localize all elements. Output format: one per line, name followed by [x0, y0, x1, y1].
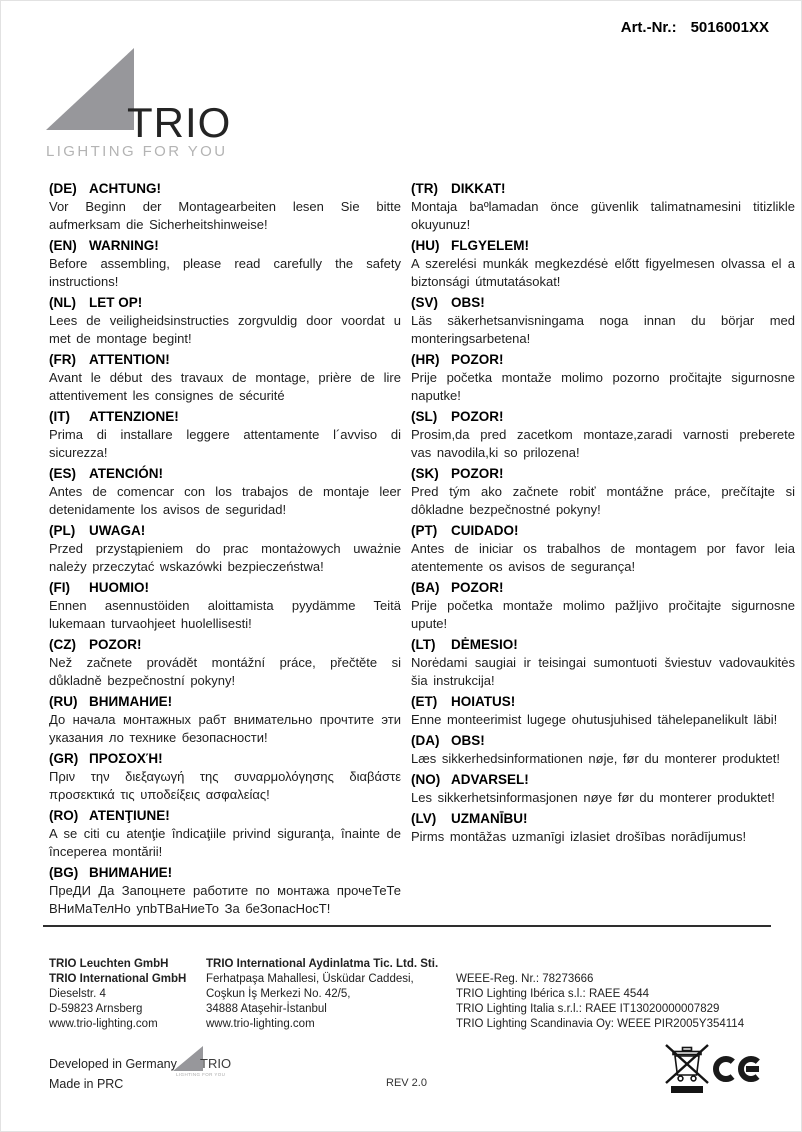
warning-text: Pirms montāžas uzmanīgi izlasiet drošības norādījumus! — [411, 829, 747, 844]
language-code: (BG) — [49, 865, 79, 880]
language-code: (HU) — [411, 238, 440, 253]
warning-text: ПреДИ Да Запоцнете работите по монтажа прочеТеТе ВНиМаТелНо упbТВаНиеТо За беЗопасНосТ! — [49, 883, 401, 916]
warning-heading — [49, 465, 401, 483]
warning-title: POZOR! — [451, 580, 504, 595]
footer-line: TRIO International GmbH — [49, 973, 187, 985]
language-code: (FR) — [49, 352, 76, 367]
footer-company-germany — [49, 957, 206, 1032]
language-code: (TR) — [411, 181, 438, 196]
warning-title: OBS! — [451, 295, 485, 310]
language-code: (CZ) — [49, 637, 76, 652]
warning-heading — [411, 408, 795, 426]
logo-triangle-icon — [173, 1046, 203, 1071]
warning-heading — [411, 693, 795, 711]
warning-block — [411, 693, 795, 729]
warning-heading — [411, 180, 795, 198]
warning-heading — [49, 237, 401, 255]
footer-line: www.trio-lighting.com — [49, 1018, 158, 1030]
language-code: (FI) — [49, 580, 70, 595]
warning-heading — [49, 180, 401, 198]
language-code: (EN) — [49, 238, 77, 253]
warning-text: Montaja baºlamadan önce güvenlik talimatnamesini titizlikle okuyunuz! — [411, 199, 795, 232]
footer-line: TRIO Leuchten GmbH — [49, 958, 169, 970]
warning-block — [411, 771, 795, 807]
warnings-column-left — [49, 180, 401, 921]
language-code: (IT) — [49, 409, 70, 424]
footer-line: TRIO International Aydinlatma Tic. Ltd. Sti. — [206, 958, 439, 970]
warning-title: ВНИМАНИЕ! — [89, 865, 173, 880]
footer-weee-registrations — [456, 957, 744, 1032]
warning-block — [411, 294, 795, 348]
footer-line: TRIO Lighting Scandinavia Oy: WEEE PIR2005Y354114 — [456, 1018, 745, 1030]
origin-note — [49, 1054, 177, 1094]
warning-block — [411, 810, 795, 846]
warning-block — [411, 408, 795, 462]
warning-block — [411, 351, 795, 405]
language-code: (NL) — [49, 295, 76, 310]
warning-block — [411, 465, 795, 519]
article-number-value: 5016001XX — [690, 19, 769, 36]
language-code: (LV) — [411, 811, 437, 826]
warning-title: ADVARSEL! — [451, 772, 529, 787]
warning-heading — [49, 807, 401, 825]
warning-heading — [411, 294, 795, 312]
footer — [49, 957, 793, 1032]
warning-text: Antes de iniciar os trabalhos de montagem por favor leia atentemente os avisos de segurança! — [411, 541, 795, 574]
footer-line: TRIO Lighting Italia s.r.l.: RAEE IT13020000007829 — [456, 1003, 720, 1015]
warning-title: FLGYELEM! — [451, 238, 529, 253]
footer-divider — [43, 925, 771, 927]
warning-title: LET OP! — [89, 295, 143, 310]
language-code: (GR) — [49, 751, 79, 766]
language-code: (ET) — [411, 694, 438, 709]
logo-brand-text: TRIO — [200, 1056, 232, 1071]
warning-title: WARNING! — [89, 238, 159, 253]
footer-line: D-59823 Arnsberg — [49, 1003, 143, 1015]
warning-heading — [411, 579, 795, 597]
warning-text: До начала монтажных рабт внимательно прочтите эти указания ло технике безопасности! — [49, 712, 401, 745]
warning-block — [411, 579, 795, 633]
warning-heading — [411, 636, 795, 654]
warning-text: Les sikkerhetsinformasjonen nøye før du monterer produktet! — [411, 790, 775, 805]
warning-title: ACHTUNG! — [89, 181, 161, 196]
language-code: (NO) — [411, 772, 441, 787]
footer-company-turkey — [206, 957, 456, 1032]
warning-title: ΠΡΟΣΟΧΉ! — [89, 751, 163, 766]
logo-brand-text: TRIO — [127, 99, 232, 146]
warning-heading — [49, 693, 401, 711]
warning-title: UZMANĪBU! — [451, 811, 528, 826]
warning-block — [49, 351, 401, 405]
warning-title: POZOR! — [451, 466, 504, 481]
logo-tagline: LIGHTING FOR YOU — [176, 1072, 226, 1077]
warning-text: Prima di installare leggere attentamente l´avviso di sicurezza! — [49, 427, 401, 460]
language-code: (SL) — [411, 409, 438, 424]
warning-heading — [49, 522, 401, 540]
warning-block — [49, 636, 401, 690]
footer-line: Ferhatpaşa Mahallesi, Üsküdar Caddesi, — [206, 973, 414, 985]
warning-heading — [411, 771, 795, 789]
warning-title: HOIATUS! — [451, 694, 516, 709]
logo-triangle-icon — [46, 48, 134, 130]
warning-title: ATTENTION! — [89, 352, 170, 367]
language-code: (PL) — [49, 523, 76, 538]
warning-heading — [411, 732, 795, 750]
footer-line: 34888 Ataşehir-İstanbul — [206, 1003, 327, 1015]
warning-heading — [411, 522, 795, 540]
footer-line: TRIO Lighting Ibérica s.l.: RAEE 4544 — [456, 988, 650, 1000]
warning-title: ATENCIÓN! — [89, 466, 163, 481]
warning-text: Läs säkerhetsanvisningama noga innan du börjar med monteringsarbetena! — [411, 313, 795, 346]
warning-block — [49, 294, 401, 348]
warnings-column-right — [411, 180, 795, 849]
warning-block — [411, 732, 795, 768]
language-code: (PT) — [411, 523, 438, 538]
ce-mark-icon — [713, 1054, 765, 1084]
warning-title: HUOMIO! — [89, 580, 149, 595]
language-code: (RO) — [49, 808, 79, 823]
warning-text: A se citi cu atenţie îndicaţiile privind siguranţa, înainte de începerea montării! — [49, 826, 401, 859]
warning-text: Prije početka montaže molimo pažljivo pročitajte sigurnosne upute! — [411, 598, 795, 631]
warning-title: POZOR! — [451, 409, 504, 424]
warning-block — [411, 522, 795, 576]
language-code: (DA) — [411, 733, 440, 748]
made-in-label: Made in PRC — [49, 1077, 124, 1091]
language-code: (DE) — [49, 181, 77, 196]
warning-block — [49, 579, 401, 633]
warning-text: Ennen asennustöiden aloittamista pyydämme Teitä lukemaan turvaohjeet huolellisesti! — [49, 598, 401, 631]
warning-text: Norėdami saugiai ir teisingai sumontuoti šviestuv vadovaukitės šia instrukcija! — [411, 655, 795, 688]
language-code: (RU) — [49, 694, 78, 709]
warning-text: Než začnete provádět montážní práce, přečtěte si důkladně bezpečnostní pokyny! — [49, 655, 401, 688]
article-number — [621, 19, 769, 36]
article-number-label: Art.-Nr.: — [620, 19, 677, 36]
developed-in-label: Developed in Germany — [49, 1057, 177, 1071]
warning-block — [49, 408, 401, 462]
weee-crossed-bin-icon — [664, 1044, 710, 1094]
warning-text: Before assembling, please read carefully the safety instructions! — [49, 256, 401, 289]
warning-title: DĖMESIO! — [451, 637, 518, 652]
footer-line: www.trio-lighting.com — [206, 1018, 315, 1030]
warning-block — [411, 237, 795, 291]
warning-heading — [411, 351, 795, 369]
warning-heading — [49, 636, 401, 654]
warning-title: OBS! — [451, 733, 485, 748]
warning-heading — [411, 810, 795, 828]
warning-heading — [49, 750, 401, 768]
warning-text: A szerelési munkák megkezdésė előtt figyelmesen olvassa el a biztonsági útmutatásokat! — [411, 256, 795, 289]
warning-text: Prosim,da pred zacetkom montaze,zaradi varnosti preberete vas navodila,ki so prilozena! — [411, 427, 795, 460]
language-code: (BA) — [411, 580, 440, 595]
warning-title: DIKKAT! — [451, 181, 506, 196]
warning-text: Læs sikkerhedsinformationen nøje, før du monterer produktet! — [411, 751, 780, 766]
warning-block — [49, 180, 401, 234]
footer-line: WEEE-Reg. Nr.: 78273666 — [456, 973, 594, 985]
warning-text: Prije početka montaže molimo pozorno pročitajte sigurnosne naputke! — [411, 370, 795, 403]
language-code: (SV) — [411, 295, 438, 310]
language-code: (ES) — [49, 466, 76, 481]
warning-block — [49, 807, 401, 861]
warning-block — [411, 180, 795, 234]
trio-logo-small — [173, 1046, 237, 1078]
language-code: (SK) — [411, 466, 439, 481]
warning-title: POZOR! — [89, 637, 142, 652]
warning-heading — [411, 465, 795, 483]
warning-text: Πριν την διεξαγωγή της συναρμολόγησης διαβάστε προσεκτικά τις υποδείξεις ασφαλείας! — [49, 769, 401, 802]
warning-heading — [49, 351, 401, 369]
language-code: (HR) — [411, 352, 440, 367]
warning-block — [49, 465, 401, 519]
warning-block — [49, 693, 401, 747]
warning-block — [49, 237, 401, 291]
warning-text: Enne monteerimist lugege ohutusjuhised tähelepanelikult läbi! — [411, 712, 778, 727]
warning-heading — [49, 294, 401, 312]
warning-text: Vor Beginn der Montagearbeiten lesen Sie bitte aufmerksam die Sicherheitshinweise! — [49, 199, 401, 232]
warning-block — [49, 522, 401, 576]
warning-title: UWAGA! — [89, 523, 146, 538]
warning-heading — [49, 579, 401, 597]
warning-block — [49, 864, 401, 918]
warning-title: ATENŢIUNE! — [89, 808, 170, 823]
warning-title: ВНИМАНИЕ! — [89, 694, 173, 709]
warning-heading — [49, 408, 401, 426]
warning-heading — [411, 237, 795, 255]
warning-text: Lees de veiligheidsinstructies zorgvuldig door voordat u met de montage begint! — [49, 313, 401, 346]
footer-line: Coşkun İş Merkezi No. 42/5, — [206, 988, 351, 1000]
warning-text: Avant le début des travaux de montage, prière de lire attentivement les consignes de sécurité — [49, 370, 401, 403]
warning-title: CUIDADO! — [451, 523, 519, 538]
warning-text: Pred tým ako začnete robiť montážne práce, prečítajte si dôkladne bezpečnostné pokyny! — [411, 484, 795, 517]
warning-heading — [49, 864, 401, 882]
warning-text: Przed przystąpieniem do prac montażowych uważnie należy przeczytać wskazówki bezpieczeństwa! — [49, 541, 401, 574]
trio-logo — [46, 46, 266, 164]
revision-label: REV 2.0 — [386, 1077, 427, 1089]
warning-text: Antes de comencar con los trabajos de montaje leer detenidamente los avisos de seguridad! — [49, 484, 401, 517]
warning-block — [49, 750, 401, 804]
language-code: (LT) — [411, 637, 436, 652]
footer-line: Dieselstr. 4 — [49, 988, 106, 1000]
warning-title: POZOR! — [451, 352, 504, 367]
warning-title: ATTENZIONE! — [89, 409, 179, 424]
warning-block — [411, 636, 795, 690]
logo-tagline: LIGHTING FOR YOU — [46, 143, 228, 160]
